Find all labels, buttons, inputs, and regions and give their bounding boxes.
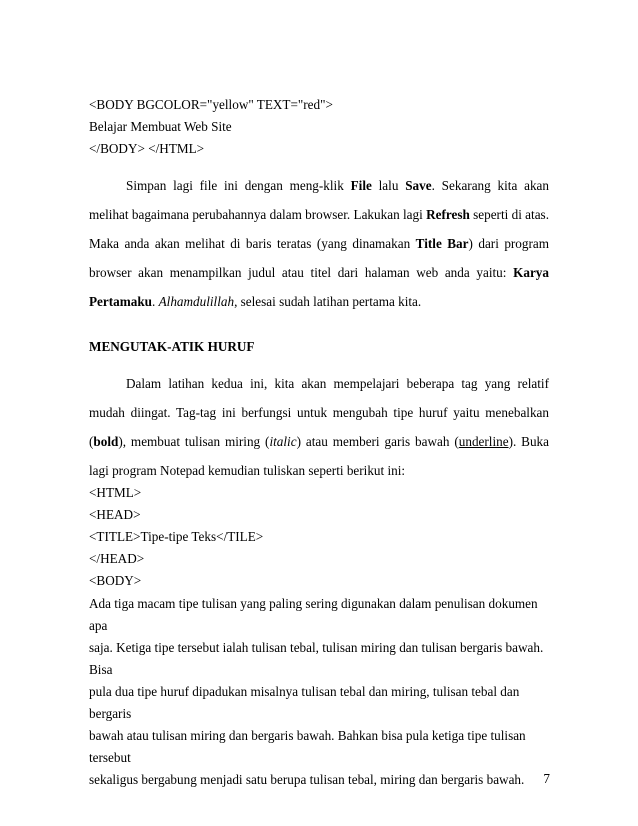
bold-title-bar: Title Bar — [415, 236, 469, 251]
paragraph-text — [89, 171, 549, 316]
text-run: Dalam latihan kedua ini, kita akan mempelajari beberapa tag yang relatif mudah diingat. Tag-tag ini berfungsi untuk mengubah tipe huruf yaitu menebalkan ( — [89, 376, 549, 449]
bold-refresh: Refresh — [426, 207, 470, 222]
code-block-html — [89, 482, 263, 592]
text-run: ) dari program browser akan menampilkan judul atau titel dari halaman web anda yaitu: — [89, 236, 549, 280]
page-number: 7 — [543, 771, 550, 786]
code-line: </BODY> </HTML> — [89, 141, 205, 156]
body-paragraph — [89, 593, 549, 791]
body-line: sekaligus bergabung menjadi satu berupa tulisan tebal, miring dan bergaris bawah. — [89, 772, 525, 787]
code-line: </HEAD> — [89, 551, 145, 566]
italic-italic: italic — [269, 434, 297, 449]
body-line: pula dua tipe huruf dipadukan misalnya tulisan tebal dan miring, tulisan tebal dan bergaris — [89, 684, 520, 721]
bold-karya-pertamaku: Karya Pertamaku — [89, 265, 549, 309]
paragraph-text — [89, 369, 549, 485]
code-block-body — [89, 94, 333, 160]
code-line: <HEAD> — [89, 507, 141, 522]
bold-bold: bold — [93, 434, 119, 449]
bold-save: Save — [405, 178, 432, 193]
code-line: Belajar Membuat Web Site — [89, 119, 232, 134]
text-run: seperti di atas. Maka anda akan melihat di baris teratas (yang dinamakan — [89, 207, 549, 251]
text-run: ). Buka lagi program Notepad kemudian tuliskan seperti berikut ini: — [89, 434, 550, 478]
code-line: <BODY BGCOLOR="yellow" TEXT="red"> — [89, 97, 333, 112]
code-line: <TITLE>Tipe-tipe Teks</TILE> — [89, 529, 264, 544]
text-run: , selesai sudah latihan pertama kita. — [234, 294, 422, 309]
italic-alhamdulillah: Alhamdulillah — [158, 294, 235, 309]
body-line: bawah atau tulisan miring dan bergaris bawah. Bahkan bisa pula ketiga tipe tulisan tersebut — [89, 728, 526, 765]
text-run: . Sekarang kita akan melihat bagaimana perubahannya dalam browser. Lakukan lagi — [89, 178, 549, 222]
text-run: Simpan lagi file ini dengan meng-klik — [126, 178, 351, 193]
paragraph-latihan-kedua — [89, 369, 549, 485]
code-line: <BODY> — [89, 573, 142, 588]
code-line: <HTML> — [89, 485, 142, 500]
text-run: ) atau memberi garis bawah ( — [296, 434, 459, 449]
body-line: saja. Ketiga tipe tersebut ialah tulisan tebal, tulisan miring dan tulisan bergaris bawah. Bisa — [89, 640, 544, 677]
paragraph-simpan — [89, 171, 549, 316]
bold-file: File — [350, 178, 372, 193]
text-run: lalu — [371, 178, 406, 193]
section-heading: MENGUTAK-ATIK HURUF — [89, 339, 255, 354]
body-line: Ada tiga macam tipe tulisan yang paling sering digunakan dalam penulisan dokumen apa — [89, 596, 538, 633]
text-run: ), membuat tulisan miring ( — [118, 434, 270, 449]
underline-underline: underline — [458, 434, 509, 449]
text-run: . — [152, 294, 156, 309]
